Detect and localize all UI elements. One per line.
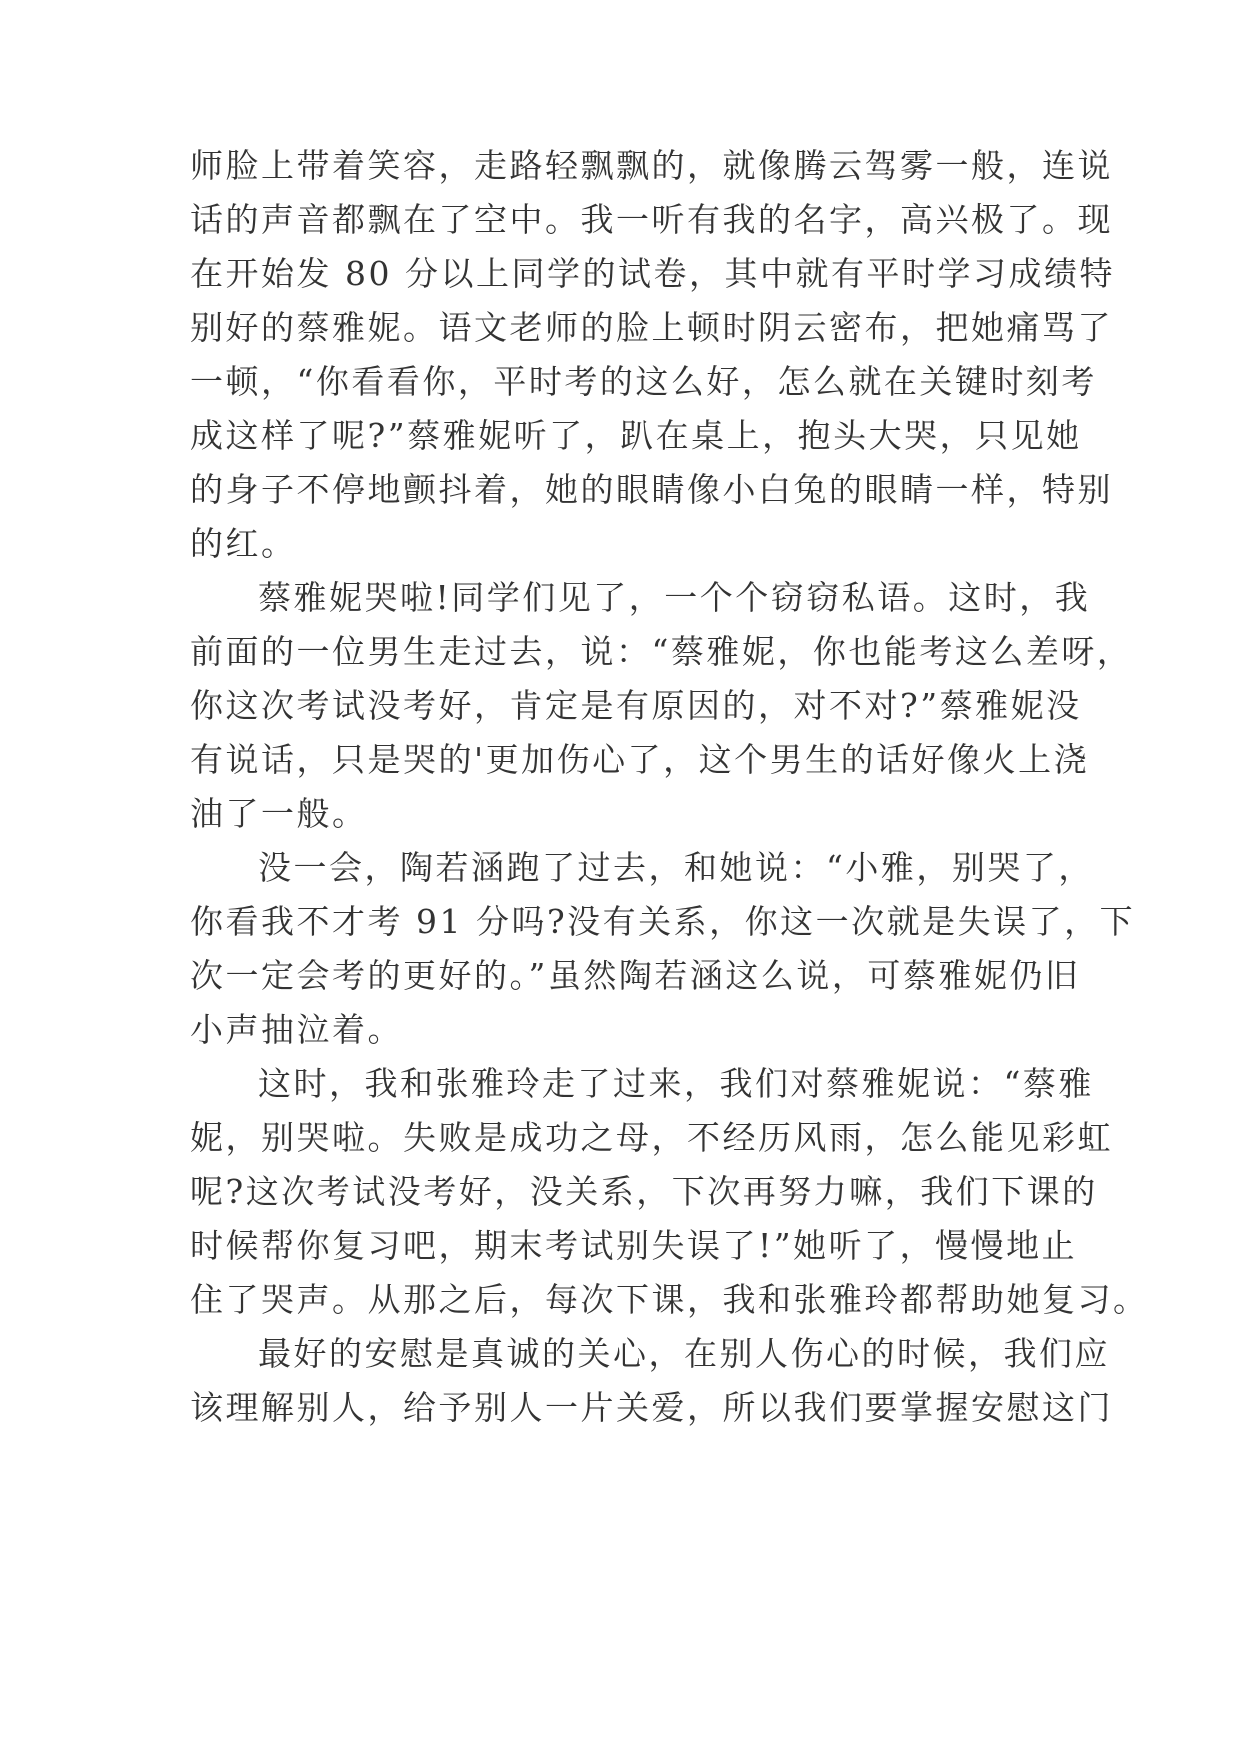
text-line: 别好的蔡雅妮。语文老师的脸上顿时阴云密布，把她痛骂了: [190, 308, 1113, 347]
text-line: 的红。: [190, 524, 297, 563]
text-line: 有说话，只是哭的'更加伤心了，这个男生的话好像火上浇: [190, 740, 1090, 779]
text-line: 住了哭声。从那之后，每次下课，我和张雅玲都帮助她复习。: [190, 1280, 1149, 1319]
text-line: 次一定会考的更好的。”虽然陶若涵这么说，可蔡雅妮仍旧: [190, 956, 1081, 995]
paragraph-first-line: 没一会，陶若涵跑了过去，和她说：“小雅，别哭了，: [258, 848, 1094, 887]
text-line: 在开始发 80 分以上同学的试卷，其中就有平时学习成绩特: [190, 254, 1115, 293]
text-line: 呢?这次考试没考好，没关系，下次再努力嘛，我们下课的: [190, 1172, 1098, 1211]
paragraph-first-line: 最好的安慰是真诚的关心，在别人伤心的时候，我们应: [258, 1334, 1110, 1373]
text-line: 时候帮你复习吧，期末考试别失误了!”她听了，慢慢地止: [190, 1226, 1078, 1265]
text-line: 妮，别哭啦。失败是成功之母，不经历风雨，怎么能见彩虹: [190, 1118, 1113, 1157]
paragraph-first-line: 这时，我和张雅玲走了过来，我们对蔡雅妮说：“蔡雅: [258, 1064, 1094, 1103]
text-line: 你这次考试没考好，肯定是有原因的，对不对?”蔡雅妮没: [190, 686, 1082, 725]
text-line: 话的声音都飘在了空中。我一听有我的名字，高兴极了。现: [190, 200, 1113, 239]
text-line: 成这样了呢?”蔡雅妮听了，趴在桌上，抱头大哭，只见她: [190, 416, 1082, 455]
text-line: 你看我不才考 91 分吗?没有关系，你这一次就是失误了，下: [190, 902, 1136, 941]
text-line: 师脸上带着笑容，走路轻飘飘的，就像腾云驾雾一般，连说: [190, 146, 1113, 185]
text-line: 油了一般。: [190, 794, 368, 833]
text-line: 前面的一位男生走过去，说：“蔡雅妮，你也能考这么差呀，: [190, 632, 1133, 671]
text-line: 该理解别人，给予别人一片关爱，所以我们要掌握安慰这门: [190, 1388, 1113, 1427]
text-line: 一顿，“你看看你，平时考的这么好，怎么就在关键时刻考: [190, 362, 1097, 401]
text-line: 小声抽泣着。: [190, 1010, 403, 1049]
text-line: 的身子不停地颤抖着，她的眼睛像小白兔的眼睛一样，特别: [190, 470, 1113, 509]
paragraph-first-line: 蔡雅妮哭啦!同学们见了，一个个窃窃私语。这时，我: [258, 578, 1091, 617]
